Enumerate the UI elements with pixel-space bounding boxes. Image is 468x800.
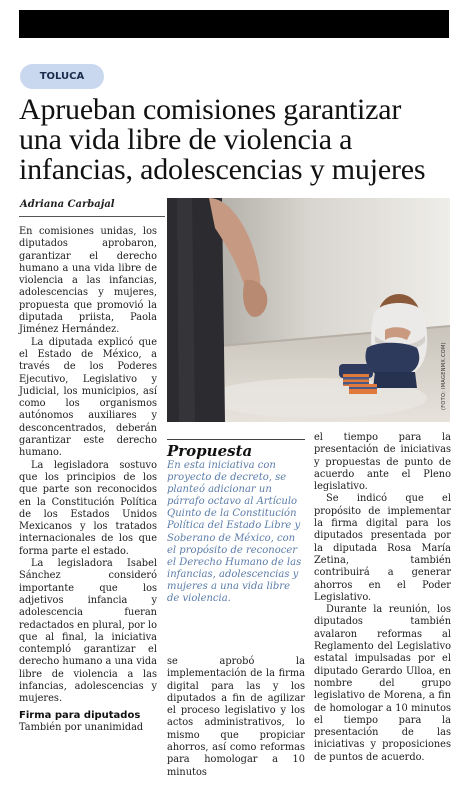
sidebar-title: Propuesta: [167, 442, 253, 460]
byline-rule: [19, 216, 165, 217]
header-bar: [19, 10, 449, 38]
byline: Adriana Carbajal: [20, 199, 115, 210]
paragraph: La diputada explicó que el Estado de México, a través de los Poderes Ejecutivo, Legislativo y Judicial, los municipios, así como los organismos autónomos auxiliares y desconcentrados, deberán garantizar este derecho humano.: [19, 336, 157, 459]
paragraph: se aprobó la implementación de la firma digital para las y los diputados a fin de agilizar el proceso legislativo y los actos administrativos, lo mismo que propiciar ahorros, así como reformas para homologar a 10 minutos: [167, 656, 305, 778]
column-1: [19, 226, 157, 734]
column-3: [314, 432, 451, 764]
article-photo: [167, 198, 450, 422]
sidebar-body: En esta iniciativa con proyecto de decreto, se planteó adicionar un párrafo octavo al Artículo Quinto de la Constitución Política del Estado Libre y Soberano de México, con el propósito de reconocer el Derecho Humano de las infancias, adolescencias y mujeres a una vida libre de violencia.: [167, 460, 302, 605]
paragraph: También por unanimidad: [19, 721, 144, 733]
section-label[interactable]: TOLUCA: [20, 64, 104, 89]
subheading: Firma para diputados: [19, 709, 141, 721]
photo-credit: (FOTO: IMAGENMX.COM): [441, 342, 447, 410]
paragraph: Se indicó que el propósito de implementar la firma digital para los diputados presentada por la diputada Rosa María Zetina, también contribuirá a generar ahorros en el Poder Legislativo.: [314, 493, 451, 603]
paragraph: La legisladora sostuvo que los principios de los que parte son reconocidos en la Constitución Política de los Estados Unidos Mexicanos y los tratados internacionales de los que forma parte el estado.: [19, 459, 157, 557]
headline: Aprueban comisiones garantizar una vida libre de violencia a infancias, adolescencias y mujeres: [19, 93, 426, 186]
sidebar-box: [167, 439, 305, 605]
paragraph: La legisladora Isabel Sánchez consideró importante que los adjetivos infancia y adolescencia fueran redactados en plural, por lo que al final, la iniciativa contempló garantizar el derecho humano a una vida libre de violencia a las infancias, adolescencias y mujeres.: [19, 558, 157, 705]
column-2: [167, 656, 305, 779]
paragraph: En comisiones unidas, los diputados aprobaron, garantizar el derecho humano a una vida libre de violencia a las infancias, adolescencias y mujeres, propuesta que promovió la diputada priista, Paola Jiménez Hernández.: [19, 226, 157, 336]
paragraph: Durante la reunión, los diputados también avalaron reformas al Reglamento del Legislativo estatal impulsadas por el diputado Gerardo Ulloa, en nombre del grupo legislativo de Morena, a fin de homologar a 10 minutos el tiempo para la presentación de las iniciativas y proposiciones de puntos de acuerdo.: [314, 604, 451, 763]
paragraph: el tiempo para la presentación de iniciativas y propuestas de punto de acuerdo ante el Pleno legislativo.: [314, 432, 451, 493]
